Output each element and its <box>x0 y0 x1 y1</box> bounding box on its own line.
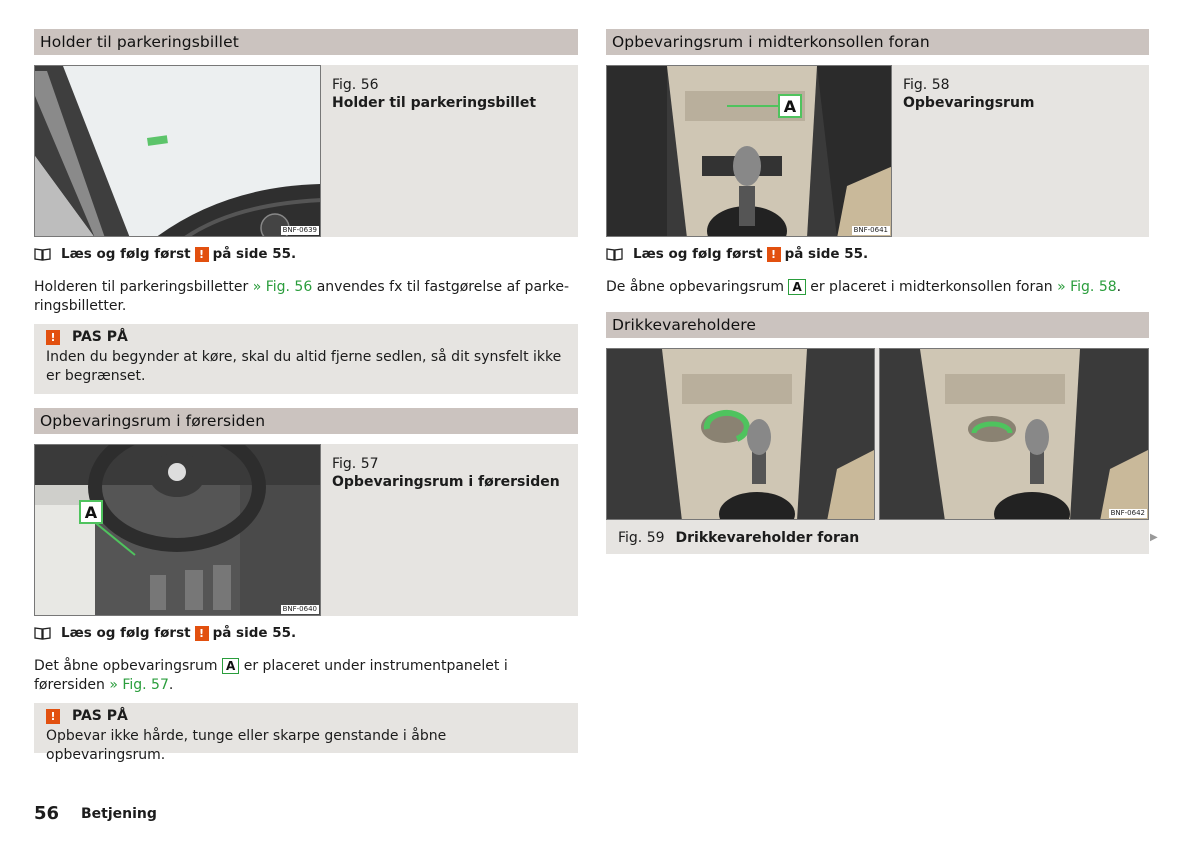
read-first-notice <box>34 625 296 641</box>
figure-title: Opbevaringsrum <box>903 95 1035 111</box>
figure-57-caption <box>332 455 560 491</box>
figure-number: Fig. 57 <box>332 456 379 472</box>
figure-56-caption <box>332 76 536 112</box>
paragraph-center-console-storage <box>606 278 1149 297</box>
read-first-label: Læs og følg først <box>61 246 191 262</box>
figure-56-box <box>34 65 578 237</box>
read-first-notice <box>606 246 868 262</box>
figure-code: BNF-0639 <box>282 226 317 234</box>
figure-58-link[interactable]: » Fig. 58 <box>1057 279 1117 295</box>
figure-58-caption <box>903 76 1035 112</box>
paragraph-parking-ticket-holder <box>34 278 578 316</box>
section-heading-cup-holders: Drikkevareholdere <box>606 312 1149 338</box>
figure-59-caption <box>618 529 859 547</box>
figure-label-a: A <box>783 97 797 116</box>
warning-icon: ! <box>195 626 209 641</box>
read-first-page-link[interactable]: på side 55. <box>784 246 869 262</box>
section-heading-center-console-storage: Opbevaringsrum i midterkonsollen foran <box>606 29 1149 55</box>
paragraph-text: Holderen til parkeringsbilletter <box>34 279 253 295</box>
warning-icon: ! <box>46 709 60 724</box>
cup-holder-open-illustration <box>607 349 875 520</box>
book-icon <box>34 626 51 640</box>
figure-57-box <box>34 444 578 616</box>
figure-title: Holder til parkeringsbillet <box>332 95 537 111</box>
caution-title: PAS PÅ <box>72 708 128 724</box>
figure-title: Drikkevareholder foran <box>675 530 860 546</box>
figure-code: BNF-0642 <box>1110 509 1145 517</box>
figure-title: Opbevaringsrum i førersiden <box>332 474 560 490</box>
caution-box <box>34 324 578 394</box>
read-first-label: Læs og følg først <box>61 625 191 641</box>
center-console-illustration <box>607 66 892 237</box>
caution-text: Inden du begynder at køre, skal du altid fjerne sedlen, så dit synsfelt ikke er begrænset. <box>46 349 562 384</box>
warning-icon: ! <box>195 247 209 262</box>
read-first-page-link[interactable]: på side 55. <box>212 625 297 641</box>
figure-58-box <box>606 65 1149 237</box>
book-icon <box>606 247 623 261</box>
chapter-title: Betjening <box>81 806 157 822</box>
paragraph-text: er placeret i midterkonsollen foran <box>805 279 1058 295</box>
caution-heading <box>46 707 566 726</box>
figure-59-image-left <box>606 348 875 520</box>
read-first-notice <box>34 246 296 262</box>
figure-56-link[interactable]: » Fig. 56 <box>252 279 313 295</box>
continue-arrow-icon: ▶ <box>1150 532 1158 543</box>
figure-number: Fig. 56 <box>332 77 379 93</box>
label-a-box: A <box>788 279 805 295</box>
figure-57-image <box>34 444 321 616</box>
figure-code: BNF-0640 <box>282 605 317 613</box>
figure-57-link[interactable]: » Fig. 57 <box>109 677 169 693</box>
book-icon <box>34 247 51 261</box>
label-a-box: A <box>222 658 239 674</box>
read-first-label: Læs og følg først <box>633 246 763 262</box>
figure-number: Fig. 59 <box>618 530 665 546</box>
figure-number: Fig. 58 <box>903 77 950 93</box>
paragraph-text: . <box>1116 279 1122 295</box>
paragraph-driver-storage <box>34 657 578 695</box>
caution-heading <box>46 328 566 347</box>
paragraph-text: anvendes fx til fastgørelse af parke-ringsbilletter. <box>34 279 570 314</box>
figure-code: BNF-0641 <box>853 226 888 234</box>
windshield-illustration <box>35 66 321 237</box>
paragraph-text: De åbne opbevaringsrum <box>606 279 789 295</box>
paragraph-text: . <box>168 677 174 693</box>
caution-title: PAS PÅ <box>72 329 128 345</box>
figure-56-image <box>34 65 321 237</box>
warning-icon: ! <box>767 247 781 262</box>
paragraph-text: er placeret under instrumentpanelet i førersiden <box>34 658 508 693</box>
section-heading-parking-ticket-holder: Holder til parkeringsbillet <box>34 29 578 55</box>
read-first-page-link[interactable]: på side 55. <box>212 246 297 262</box>
warning-icon: ! <box>46 330 60 345</box>
page-number: 56 <box>34 803 60 824</box>
section-heading-driver-storage: Opbevaringsrum i førersiden <box>34 408 578 434</box>
dashboard-illustration <box>35 445 321 616</box>
figure-59-image-right <box>879 348 1149 520</box>
figure-label-a: A <box>84 503 98 522</box>
figure-59-box <box>606 348 1149 554</box>
caution-text: Opbevar ikke hårde, tunge eller skarpe genstande i åbne opbevaringsrum. <box>46 728 447 763</box>
figure-58-image <box>606 65 892 237</box>
paragraph-text: Det åbne opbevaringsrum <box>34 658 222 674</box>
caution-box <box>34 703 578 763</box>
cup-holder-closed-illustration <box>880 349 1149 520</box>
